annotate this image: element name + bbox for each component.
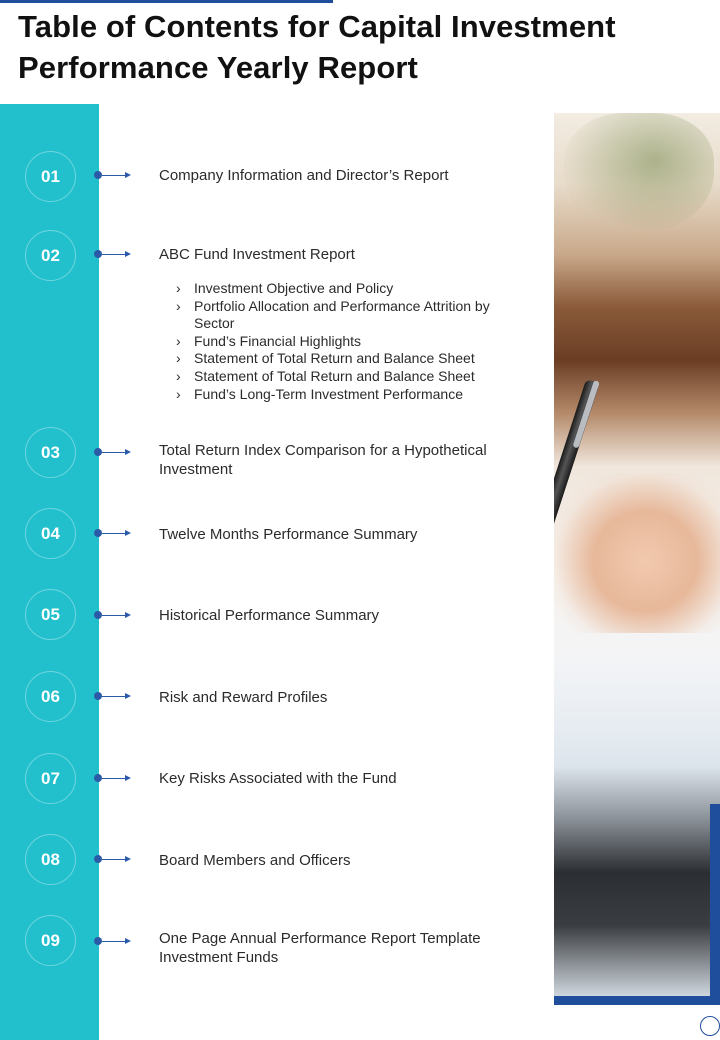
toc-sub-list bbox=[176, 280, 526, 403]
arrow-connector-icon bbox=[94, 937, 134, 945]
toc-item-label: Company Information and Director’s Report bbox=[159, 167, 449, 184]
toc-number-badge: 06 bbox=[25, 671, 76, 722]
toc-item-label: One Page Annual Performance Report Template Investment Funds bbox=[159, 930, 481, 966]
photo-frame-accent-right bbox=[710, 804, 720, 1000]
toc-number-badge: 02 bbox=[25, 230, 76, 281]
chevron-right-icon: › bbox=[176, 297, 181, 314]
chevron-right-icon: › bbox=[176, 385, 181, 402]
arrow-connector-icon bbox=[94, 611, 134, 619]
chevron-right-icon: › bbox=[176, 350, 181, 367]
arrow-connector-icon bbox=[94, 448, 134, 456]
toc-item-label: Board Members and Officers bbox=[159, 852, 351, 869]
toc-sub-item[interactable]: › Statement of Total Return and Balance Sheet bbox=[176, 350, 475, 367]
toc-item-label: Twelve Months Performance Summary bbox=[159, 526, 418, 543]
arrow-connector-icon bbox=[94, 692, 134, 700]
writing-hand-photo bbox=[554, 113, 720, 996]
arrow-connector-icon bbox=[94, 529, 134, 537]
top-accent-bar bbox=[0, 0, 333, 3]
toc-item-label: Key Risks Associated with the Fund bbox=[159, 770, 397, 787]
arrow-connector-icon bbox=[94, 171, 134, 179]
arrow-connector-icon bbox=[94, 250, 134, 258]
toc-number-badge: 05 bbox=[25, 589, 76, 640]
toc-item-label: Historical Performance Summary bbox=[159, 607, 380, 624]
toc-item-label: Risk and Reward Profiles bbox=[159, 689, 328, 706]
toc-number-badge: 04 bbox=[25, 508, 76, 559]
chevron-right-icon: › bbox=[176, 332, 181, 349]
corner-circle-icon bbox=[700, 1016, 720, 1036]
page-title: Table of Contents for Capital Investment Performance Yearly Report bbox=[18, 9, 616, 85]
toc-sub-item[interactable]: › Statement of Total Return and Balance Sheet bbox=[176, 367, 475, 384]
plant-blur bbox=[564, 113, 714, 233]
chevron-right-icon: › bbox=[176, 367, 181, 384]
chevron-right-icon: › bbox=[176, 280, 181, 296]
toc-sub-item[interactable]: › Investment Objective and Policy bbox=[176, 280, 394, 296]
hand-shape bbox=[554, 473, 720, 633]
toc-number-badge: 03 bbox=[25, 427, 76, 478]
toc-sub-item[interactable]: › Fund’s Financial Highlights bbox=[176, 332, 362, 349]
toc-number-badge: 09 bbox=[25, 915, 76, 966]
toc-number-badge: 01 bbox=[25, 151, 76, 202]
toc-sub-item[interactable]: › Portfolio Allocation and Performance Attrition by Sector bbox=[176, 297, 490, 332]
photo-frame-accent-bottom bbox=[554, 996, 720, 1005]
toc-number-badge: 08 bbox=[25, 834, 76, 885]
toc-number-badge: 07 bbox=[25, 753, 76, 804]
arrow-connector-icon bbox=[94, 774, 134, 782]
toc-item-label: ABC Fund Investment Report bbox=[159, 246, 355, 263]
arrow-connector-icon bbox=[94, 855, 134, 863]
toc-sub-item[interactable]: › Fund’s Long-Term Investment Performance bbox=[176, 385, 463, 402]
toc-item-label: Total Return Index Comparison for a Hypothetical Investment bbox=[159, 442, 487, 478]
